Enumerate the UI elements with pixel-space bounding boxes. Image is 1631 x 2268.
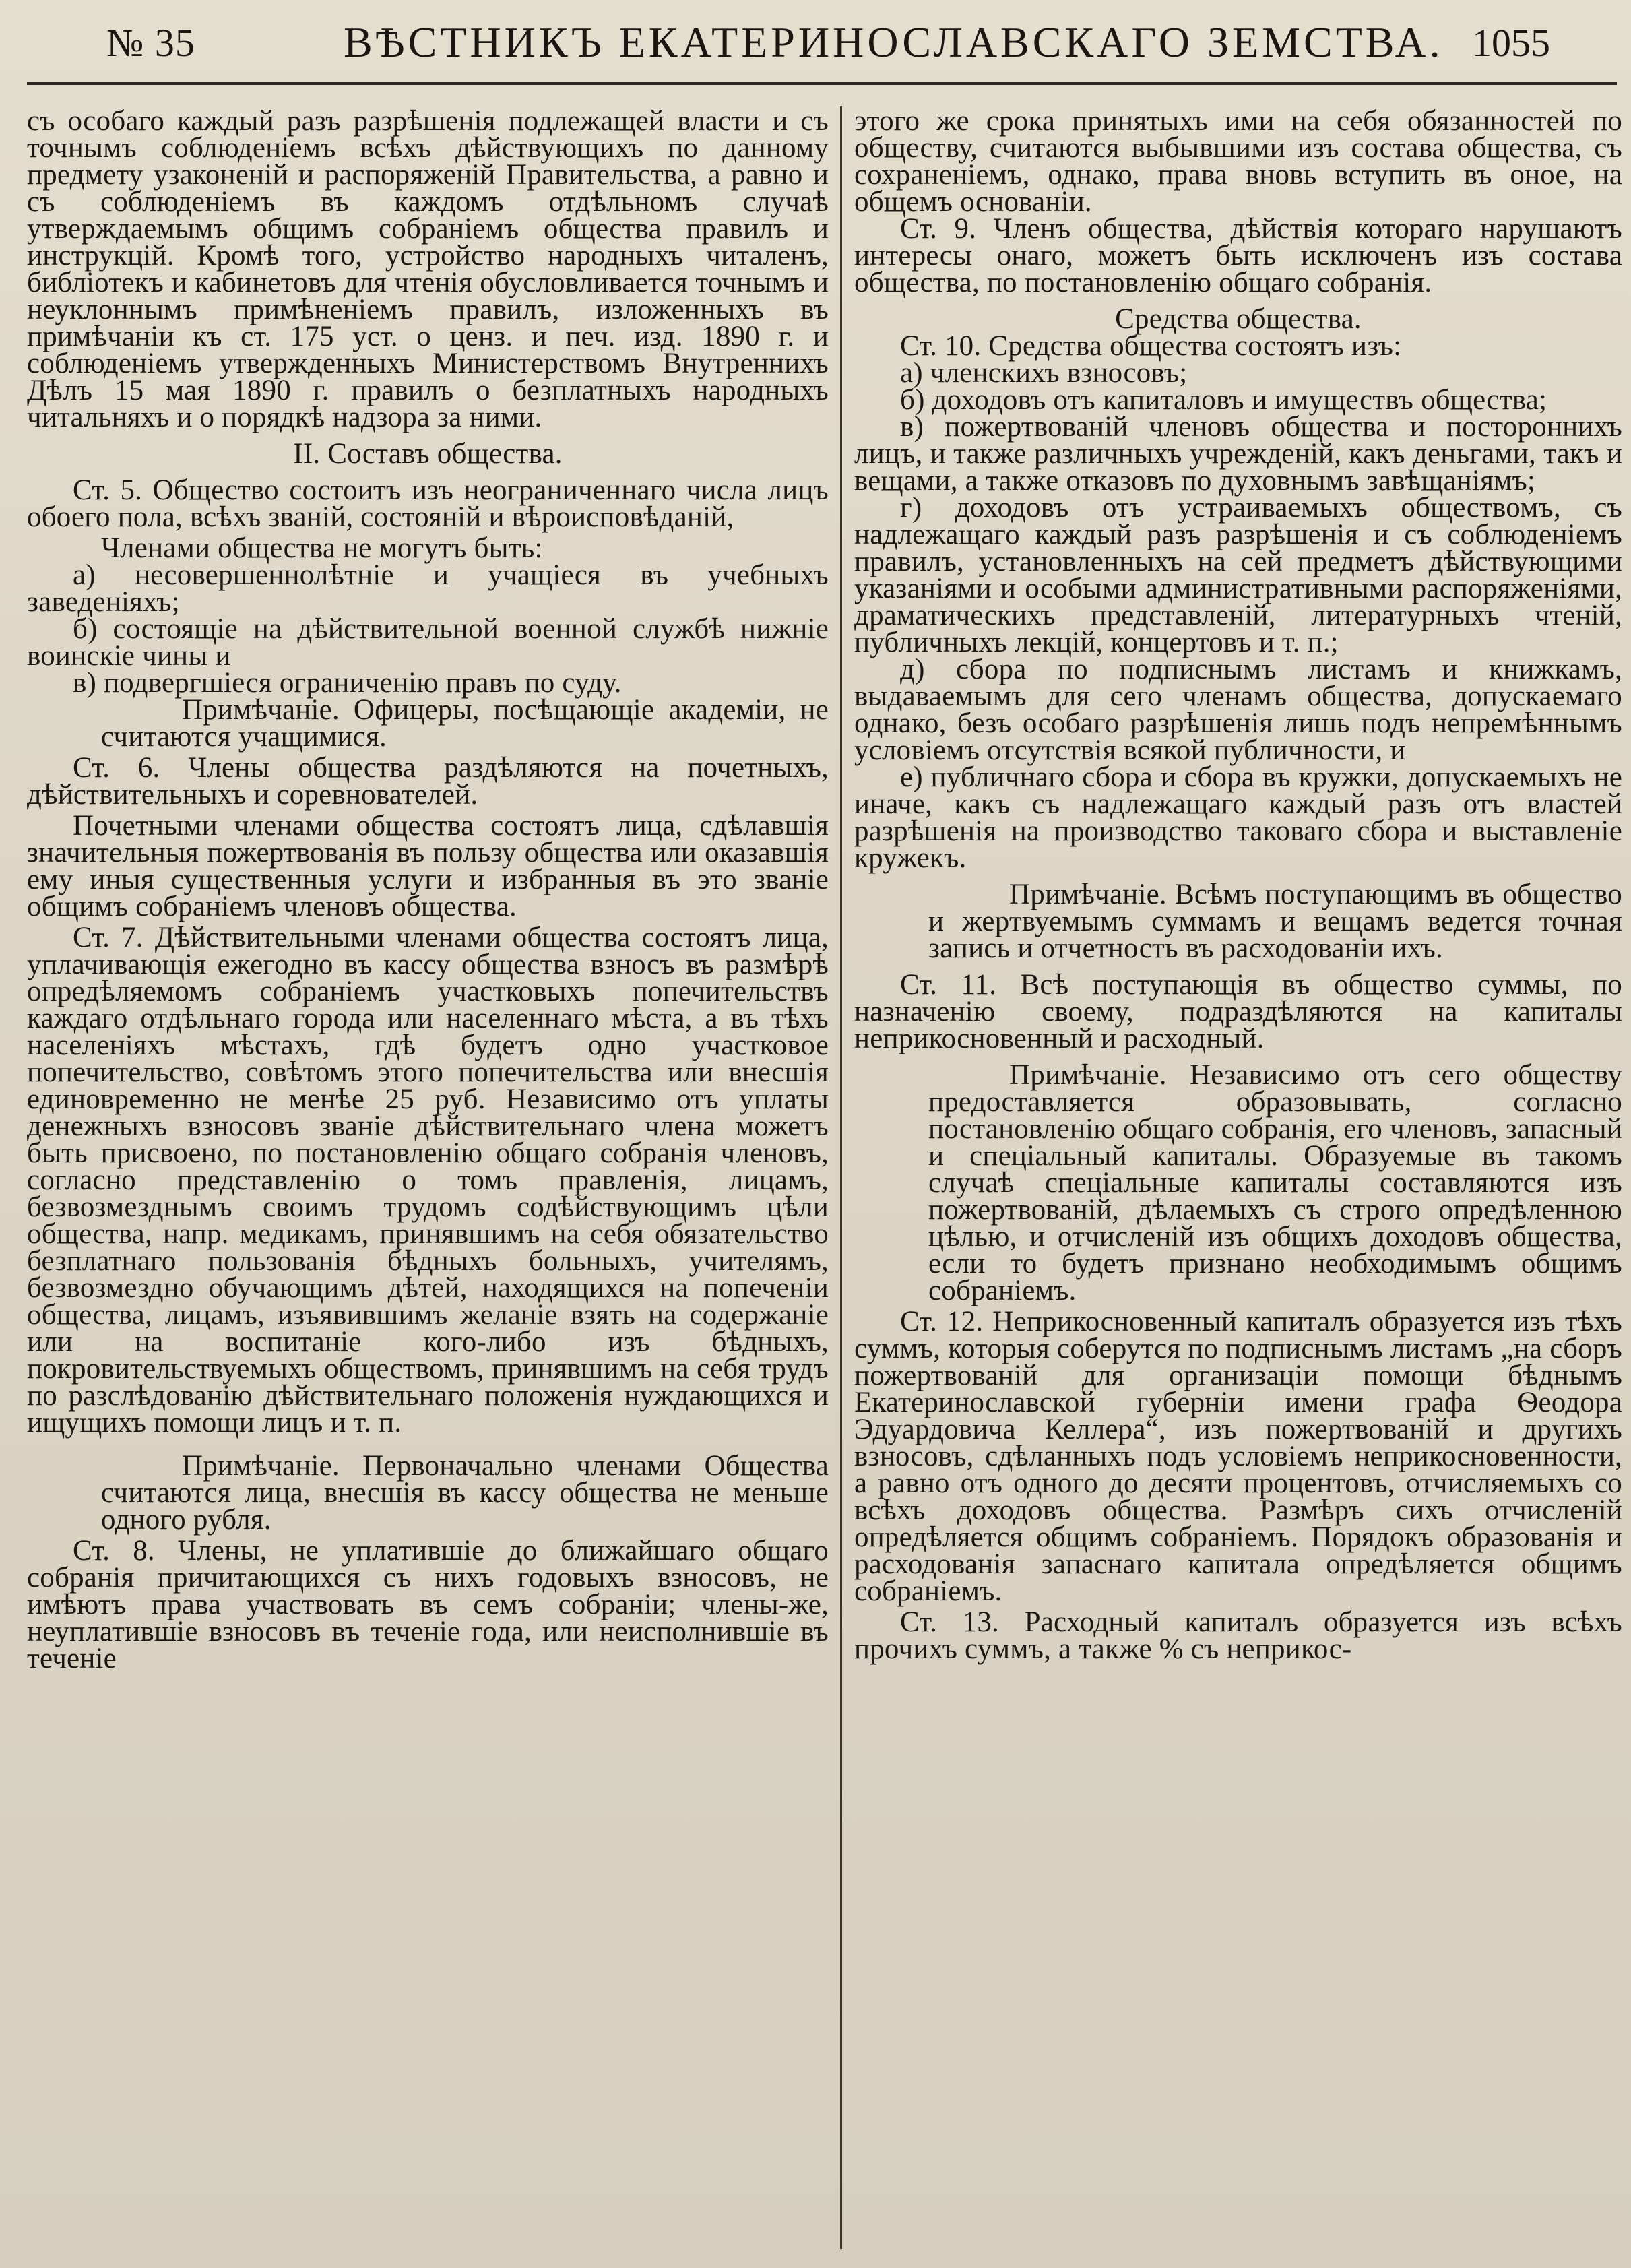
article-paragraph: а) членскихъ взносовъ; <box>900 357 1188 389</box>
article-paragraph: Ст. 5. Общество состоитъ изъ неограниченнаго числа лицъ обоего пола, всѣхъ званій, состояній и вѣроисповѣданій, <box>27 474 829 533</box>
header-rule <box>27 82 1617 85</box>
article-paragraph: Ст. 8. Члены, не уплатившіе до ближайшаго общаго собранія причитающихся съ нихъ годовыхъ взносовъ, не имѣютъ права участвовать въ семъ собраніи; члены-же, неуплатившіе взносовъ въ теченіе года, или неисполнившіе въ теченіе <box>27 1535 829 1674</box>
article-paragraph: этого же срока принятыхъ ими на себя обязанностей по обществу, считаются выбывшими изъ состава общества, съ сохраненіемъ, однако, права вновь вступить въ оное, на общемъ основаніи. <box>854 105 1622 218</box>
article-paragraph: Ст. 10. Средства общества состоятъ изъ: <box>900 330 1402 362</box>
note-paragraph: Примѣчаніе. Всѣмъ поступающимъ въ общество и жертвуемымъ суммамъ и вещамъ ведется точная запись и отчетность въ расходованіи ихъ. <box>928 879 1622 964</box>
column-divider <box>840 106 842 2249</box>
page-header <box>0 0 1631 86</box>
note-paragraph: Примѣчаніе. Офицеры, посѣщающіе академіи, не считаются учащимися. <box>101 694 829 753</box>
article-paragraph: а) несовершеннолѣтніе и учащіеся въ учебныхъ заведеніяхъ; <box>27 559 829 618</box>
article-paragraph: Членами общества не могутъ быть: <box>101 532 543 564</box>
page-number: 1055 <box>1472 21 1550 65</box>
article-paragraph: Ст. 9. Членъ общества, дѣйствія котораго нарушаютъ интересы онаго, можетъ быть исключенъ изъ состава общества, по постановленію общаго собранія. <box>854 213 1622 298</box>
section-heading: II. Составъ общества. <box>293 438 563 470</box>
article-paragraph: в) пожертвованій членовъ общества и постороннихъ лицъ, и также различныхъ учрежденій, какъ деньгами, такъ и вещами, а также отказовъ по духовнымъ завѣщаніямъ; <box>854 411 1622 497</box>
article-paragraph: Ст. 13. Расходный капиталъ образуется изъ всѣхъ прочихъ суммъ, а также % съ неприкос- <box>854 1606 1622 1665</box>
article-paragraph: е) публичнаго сбора и сбора въ кружки, допускаемыхъ не иначе, какъ съ надлежащаго каждый разъ отъ властей разрѣшенія на производство таковаго сбора и выставленіе кружекъ. <box>854 761 1622 874</box>
article-paragraph: г) доходовъ отъ устраиваемыхъ обществомъ, съ надлежащаго каждый разъ разрѣшенія и съ соблюденіемъ правилъ, установленныхъ на сей предметъ дѣйствующими указаніями и особыми административными распоряженіями, драматическихъ представленій, литературныхъ чтеній, публичныхъ лекцій, концертовъ и т. п.; <box>854 492 1622 658</box>
left-column <box>27 105 829 1674</box>
journal-title: ВѢСТНИКЪ ЕКАТЕРИНОСЛАВСКАГО ЗЕМСТВА. <box>344 18 1444 66</box>
article-paragraph: съ особаго каждый разъ разрѣшенія подлежащей власти и съ точнымъ соблюденіемъ всѣхъ дѣйствующихъ по данному предмету узаконеній и распоряженій Правительства, а равно и съ соблюденіемъ въ каждомъ отдѣльномъ случаѣ утверждаемымъ общимъ собраніемъ общества правилъ и инструкцій. Кромѣ того, устройство народныхъ читаленъ, библіотекъ и кабинетовъ для чтенія обусловливается точнымъ и неуклоннымъ примѣненіемъ правилъ, изложенныхъ въ примѣчаніи къ ст. 175 уст. о ценз. и печ. изд. 1890 г. и соблюденіемъ утвержденныхъ Министерствомъ Внутреннихъ Дѣлъ 15 мая 1890 г. правилъ о безплатныхъ народныхъ читальняхъ и о порядкѣ надзора за ними. <box>27 105 829 433</box>
article-paragraph: Ст. 7. Дѣйствительными членами общества состоятъ лица, уплачивающія ежегодно въ кассу общества взносъ въ размѣрѣ опредѣляемомъ собраніемъ участковыхъ попечительствъ каждаго отдѣльнаго города или населеннаго мѣста, а въ тѣхъ населеніяхъ мѣстахъ, гдѣ будетъ одно участковое попечительство, совѣтомъ этого попечительства или внесшія единовременно не менѣе 25 руб. Независимо отъ уплаты денежныхъ взносовъ званіе дѣйствительнаго члена можетъ быть присвоено, по постановленію общаго собранія членовъ, согласно представленію о томъ правленія, лицамъ, безвозмезднымъ своимъ трудомъ содѣйствующимъ цѣли общества, напр. медикамъ, принявшимъ на себя обязательство безплатнаго пользованія бѣдныхъ больныхъ, учителямъ, безвозмездно обучающимъ дѣтей, находящихся на попеченіи общества, лицамъ, изъявившимъ желаніе взять на содержаніе или на воспитаніе кого-либо изъ бѣдныхъ, покровительствуемыхъ обществомъ, принявшимъ на себя трудъ по разслѣдованію дѣйствительнаго положенія нуждающихся и ищущихъ помощи лицъ и т. п. <box>27 922 829 1439</box>
article-paragraph: Ст. 11. Всѣ поступающія въ общество суммы, по назначенію своему, подраздѣляются на капиталы неприкосновенный и расходный. <box>854 969 1622 1054</box>
article-paragraph: д) сбора по подписнымъ листамъ и книжкамъ, выдаваемымъ для сего членамъ общества, допускаемаго однако, безъ особаго разрѣшенія лишь подъ непремѣннымъ условіемъ отсутствія всякой публичности, и <box>854 654 1622 766</box>
article-paragraph: б) состоящіе на дѣйствительной военной службѣ нижніе воинскіе чины и <box>27 613 829 672</box>
right-column <box>854 105 1622 1665</box>
section-heading: Средства общества. <box>1115 303 1362 335</box>
article-paragraph: в) подвергшіеся ограниченію правъ по суду. <box>73 667 622 699</box>
issue-number: № 35 <box>106 21 195 65</box>
article-paragraph: б) доходовъ отъ капиталовъ и имуществъ общества; <box>900 384 1547 416</box>
article-paragraph: Ст. 12. Неприкосновенный капиталъ образуется изъ тѣхъ суммъ, которыя соберутся по подписнымъ листамъ „на сборъ пожертвованій для организаціи помощи бѣднымъ Екатеринославской губерніи имени графа Ѳеодора Эдуардовича Келлера“, изъ пожертвованій и другихъ взносовъ, сдѣланныхъ подъ условіемъ неприкосновенности, а равно отъ одного до десяти процентовъ, отчисляемыхъ со всѣхъ доходовъ общества. Размѣръ сихъ отчисленій опредѣляется общимъ собраніемъ. Порядокъ образованія и расходованія запаснаго капитала опредѣляется общимъ собраніемъ. <box>854 1306 1622 1607</box>
article-paragraph: Почетными членами общества состоятъ лица, сдѣлавшія значительныя пожертвованія въ пользу общества или оказавшія ему иныя существенныя услуги и избранныя въ это званіе общимъ собраніемъ членовъ общества. <box>27 810 829 922</box>
article-paragraph: Ст. 6. Члены общества раздѣляются на почетныхъ, дѣйствительныхъ и соревнователей. <box>27 752 829 811</box>
note-paragraph: Примѣчаніе. Первоначально членами Общества считаются лица, внесшія въ кассу общества не меньше одного рубля. <box>101 1450 829 1536</box>
note-paragraph: Примѣчаніе. Независимо отъ сего обществу предоставляется образовывать, согласно постановленію общаго собранія, его членовъ, запасный и спеціальный капиталы. Образуемые въ такомъ случаѣ спеціальные капиталы составляются изъ пожертвованій, дѣлаемыхъ съ строго опредѣленною цѣлью, и отчисленій изъ общихъ доходовъ общества, если то будетъ признано необходимымъ общимъ собраніемъ. <box>928 1059 1622 1306</box>
